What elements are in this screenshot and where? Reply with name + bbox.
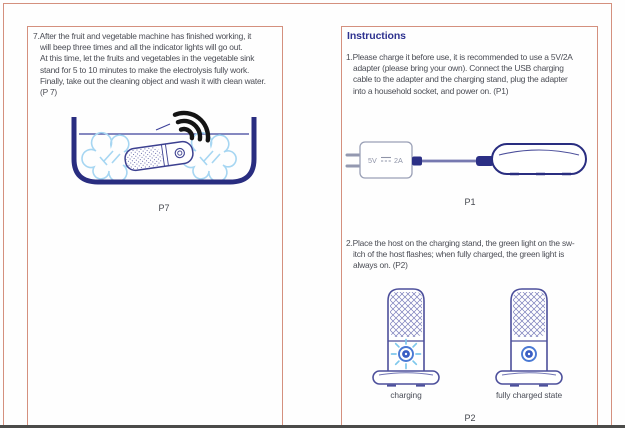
step-1-paragraph xyxy=(346,52,573,97)
step-7-paragraph xyxy=(33,31,266,98)
device-charging-figure xyxy=(342,285,470,400)
charger-setup-illustration xyxy=(344,135,590,193)
text-line: (P 7) xyxy=(40,87,57,98)
text-line: itch of the host flashes; when fully charged, the green light is xyxy=(353,249,565,260)
text-line: 7.After the fruit and vegetable machine has finished working, it xyxy=(33,31,252,41)
figure-label-p2: P2 xyxy=(464,413,476,423)
text-line: stand for 5 to 10 minutes to make the electrolysis fully work. xyxy=(40,64,250,75)
text-line: 2.Place the host on the charging stand, the green light on the sw- xyxy=(346,238,575,248)
cleaning-machine-icon xyxy=(124,140,194,171)
text-line: cable to the adapter and the charging stand, plug the adapter xyxy=(353,74,568,85)
flashing-button-icon xyxy=(392,340,421,369)
sound-waves-icon xyxy=(170,109,215,147)
adapter-volts-label: 5V xyxy=(368,156,377,165)
text-line: Finally, take out the cleaning object and wash it with clean water. xyxy=(40,75,266,86)
text-line: adapter (please bring your own). Connect the USB charging xyxy=(353,63,564,74)
step-2-paragraph xyxy=(346,238,574,272)
text-line: always on. (P2) xyxy=(353,260,408,271)
text-line: will beep three times and all the indicator lights will go out. xyxy=(40,42,243,53)
stand-base-icon xyxy=(496,371,562,386)
caption-charging: charging xyxy=(390,390,422,400)
caption-fully-charged: fully charged state xyxy=(495,390,563,400)
figure-label-p7: P7 xyxy=(158,203,170,213)
host-charged-icon xyxy=(483,285,575,389)
text-line: 1.Please charge it before use, it is recommended to use a 5V/2A xyxy=(346,52,573,62)
text-line: At this time, let the fruits and vegetables in the vegetable sink xyxy=(40,53,255,64)
sink-illustration xyxy=(64,109,264,204)
host-charging-icon xyxy=(360,285,452,389)
cable-strain-relief xyxy=(412,157,422,166)
plug-prongs-icon xyxy=(347,155,360,166)
device-full-figure xyxy=(465,285,593,400)
right-panel xyxy=(341,26,598,428)
charging-stand-icon xyxy=(492,144,586,174)
stand-base-icon xyxy=(373,371,439,386)
text-line: into a household socket, and power on. (P1) xyxy=(353,85,509,96)
adapter-amps-label: 2A xyxy=(394,156,403,165)
instructions-heading: Instructions xyxy=(347,30,406,42)
steady-button-icon xyxy=(522,347,536,361)
left-panel xyxy=(27,26,283,428)
figure-label-p1: P1 xyxy=(464,197,476,207)
water-ripple xyxy=(156,124,170,130)
